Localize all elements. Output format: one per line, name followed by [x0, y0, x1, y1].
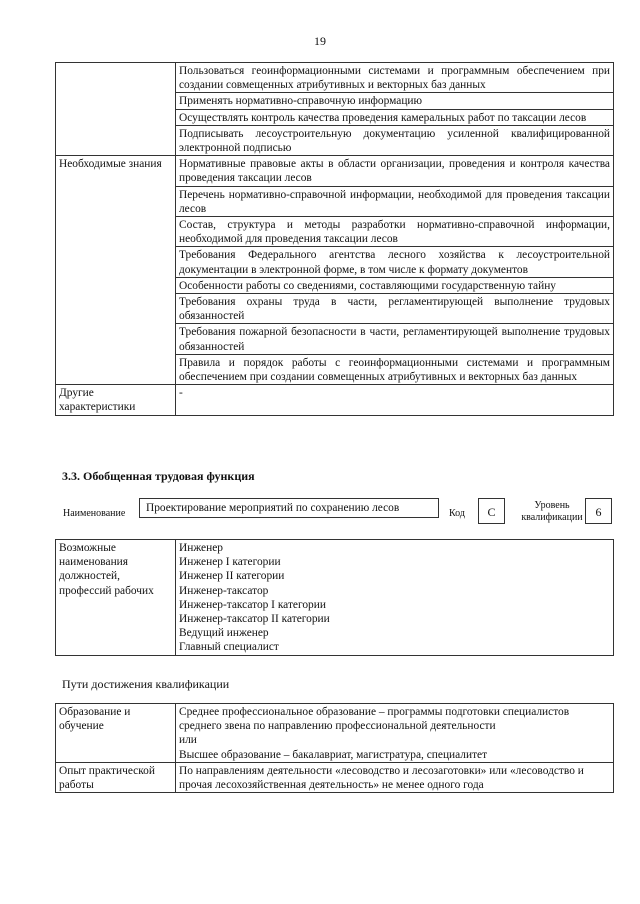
level-label: Уровень квалификации	[521, 500, 583, 523]
knowledge-item: Требования пожарной безопасности в части, регламентирующей выполнение трудовых обязанностей	[176, 324, 614, 354]
code-label: Код	[449, 508, 465, 519]
knowledge-item: Правила и порядок работы с геоинформационными системами и программным обеспечением при создании совмещенных атрибутивных и векторных баз данных	[176, 354, 614, 384]
position-item: Главный специалист	[179, 641, 279, 654]
education-label: Образование и обучение	[56, 704, 176, 763]
paths-title: Пути достижения квалификации	[62, 677, 230, 691]
row-label-other: Другие характеристики	[56, 385, 176, 415]
position-item: Инженер I категории	[179, 556, 281, 569]
name-label: Наименование	[63, 508, 126, 519]
row-label-empty	[56, 63, 176, 156]
skills-knowledge-table	[55, 62, 614, 416]
knowledge-item: Особенности работы со сведениями, составляющими государственную тайну	[176, 277, 614, 293]
education-item: Среднее профессиональное образование – программы подготовки специалистов среднего звена по направлению профессиональной деятельности	[179, 706, 570, 733]
skill-item: Пользоваться геоинформационными системами и программным обеспечением при создании совмещенных атрибутивных и векторных баз данных	[176, 63, 614, 93]
knowledge-item: Нормативные правовые акты в области организации, проведения и контроля качества проведения таксации лесов	[176, 156, 614, 186]
position-item: Инженер II категории	[179, 570, 285, 583]
education-item: или	[179, 734, 197, 747]
knowledge-item: Требования охраны труда в части, регламентирующей выполнение трудовых обязанностей	[176, 294, 614, 324]
level-value: 6	[585, 498, 612, 524]
position-item: Инженер-таксатор	[179, 584, 269, 597]
education-list	[176, 704, 614, 763]
skill-item: Осуществлять контроль качества проведения камеральных работ по таксации лесов	[176, 109, 614, 125]
function-header	[55, 496, 615, 536]
knowledge-item: Состав, структура и методы разработки нормативно-справочной информации, необходимой для проведения таксации лесов	[176, 217, 614, 247]
positions-list	[176, 540, 614, 656]
position-item: Инженер-таксатор II категории	[179, 613, 330, 626]
positions-table	[55, 539, 614, 656]
skill-item: Подписывать лесоустроительную документацию усиленной квалифицированной электронной подписью	[176, 125, 614, 155]
experience-label: Опыт практической работы	[56, 762, 176, 792]
education-item: Высшее образование – бакалавриат, магистратура, специалитет	[179, 748, 488, 761]
position-item: Инженер-таксатор I категории	[179, 598, 326, 611]
positions-label: Возможные наименования должностей, профессий рабочих	[56, 540, 176, 656]
skill-item: Применять нормативно-справочную информацию	[176, 93, 614, 109]
section-title: 3.3. Обобщенная трудовая функция	[62, 469, 255, 483]
knowledge-item: Перечень нормативно-справочной информации, необходимой для проведения таксации лесов	[176, 186, 614, 216]
experience-item: По направлениям деятельности «лесоводство и лесозаготовки» или «лесоводство и прочая лесохозяйственная деятельность» не менее одного года	[176, 762, 614, 792]
page-number: 19	[314, 34, 326, 48]
other-item: -	[176, 385, 614, 415]
position-item: Ведущий инженер	[179, 627, 269, 640]
qualification-paths-table	[55, 703, 614, 793]
knowledge-item: Требования Федерального агентства лесного хозяйства к лесоустроительной документации в электронной форме, в том числе к формату документов	[176, 247, 614, 277]
position-item: Инженер	[179, 542, 223, 554]
row-label-knowledge: Необходимые знания	[56, 156, 176, 385]
code-value: C	[478, 498, 505, 524]
name-value: Проектирование мероприятий по сохранению лесов	[139, 498, 439, 518]
